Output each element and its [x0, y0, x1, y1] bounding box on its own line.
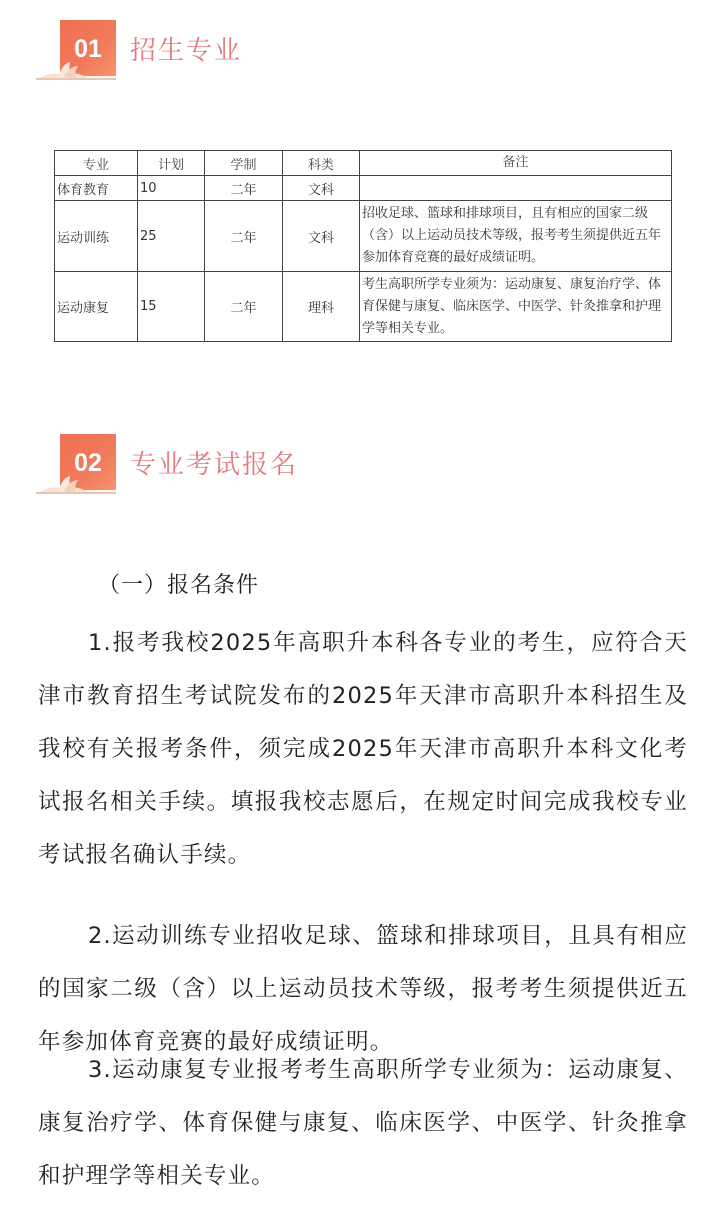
col-header-duration: 学制 [205, 151, 283, 176]
cell-category: 文科 [283, 201, 360, 272]
table-row [55, 176, 672, 201]
cell-duration: 二年 [205, 201, 283, 272]
cell-plan: 15 [138, 272, 205, 342]
col-header-category: 科类 [283, 151, 360, 176]
subheading-registration-conditions: （一）报名条件 [98, 573, 260, 598]
open-book-icon [36, 56, 92, 80]
section-title: 招生专业 [130, 36, 243, 66]
cell-duration: 二年 [205, 272, 283, 342]
paragraph-condition-3: 3.运动康复专业报考考生高职所学专业须为：运动康复、康复治疗学、体育保健与康复、临床医学、中医学、针灸推拿和护理学等相关专业。 [38, 1057, 688, 1189]
cell-plan: 25 [138, 201, 205, 272]
section-underline [36, 492, 116, 494]
col-header-plan: 计划 [138, 151, 205, 176]
cell-major: 运动训练 [55, 201, 138, 272]
cell-note [360, 176, 672, 201]
col-header-note: 备注 [360, 151, 672, 176]
col-header-major: 专业 [55, 151, 138, 176]
majors-table [54, 150, 672, 342]
open-book-icon [36, 470, 92, 494]
cell-plan: 10 [138, 176, 205, 201]
cell-major: 体育教育 [55, 176, 138, 201]
paragraph-condition-2: 2.运动训练专业招收足球、篮球和排球项目，且具有相应的国家二级（含）以上运动员技术等级，报考考生须提供近五年参加体育竞赛的最好成绩证明。 [38, 923, 688, 1055]
cell-category: 理科 [283, 272, 360, 342]
section-header-01 [36, 20, 396, 80]
section-number: 01 [74, 34, 102, 63]
table-header-row [55, 151, 672, 176]
cell-category: 文科 [283, 176, 360, 201]
cell-major: 运动康复 [55, 272, 138, 342]
cell-duration: 二年 [205, 176, 283, 201]
section-title: 专业考试报名 [130, 450, 299, 480]
cell-note: 招收足球、篮球和排球项目，且有相应的国家二级（含）以上运动员技术等级，报考考生须提供近五年参加体育竞赛的最好成绩证明。 [360, 201, 672, 272]
section-underline [36, 78, 116, 80]
table-row [55, 272, 672, 342]
section-number: 02 [74, 448, 102, 477]
cell-note: 考生高职所学专业须为：运动康复、康复治疗学、体育保健与康复、临床医学、中医学、针灸推拿和护理学等相关专业。 [360, 272, 672, 342]
section-header-02 [36, 434, 396, 494]
table-row [55, 201, 672, 272]
paragraph-condition-1: 1.报考我校2025年高职升本科各专业的考生，应符合天津市教育招生考试院发布的2025年天津市高职升本科招生及我校有关报考条件，须完成2025年天津市高职升本科文化考试报名相关手续。填报我校志愿后，在规定时间完成我校专业考试报名确认手续。 [38, 630, 688, 868]
